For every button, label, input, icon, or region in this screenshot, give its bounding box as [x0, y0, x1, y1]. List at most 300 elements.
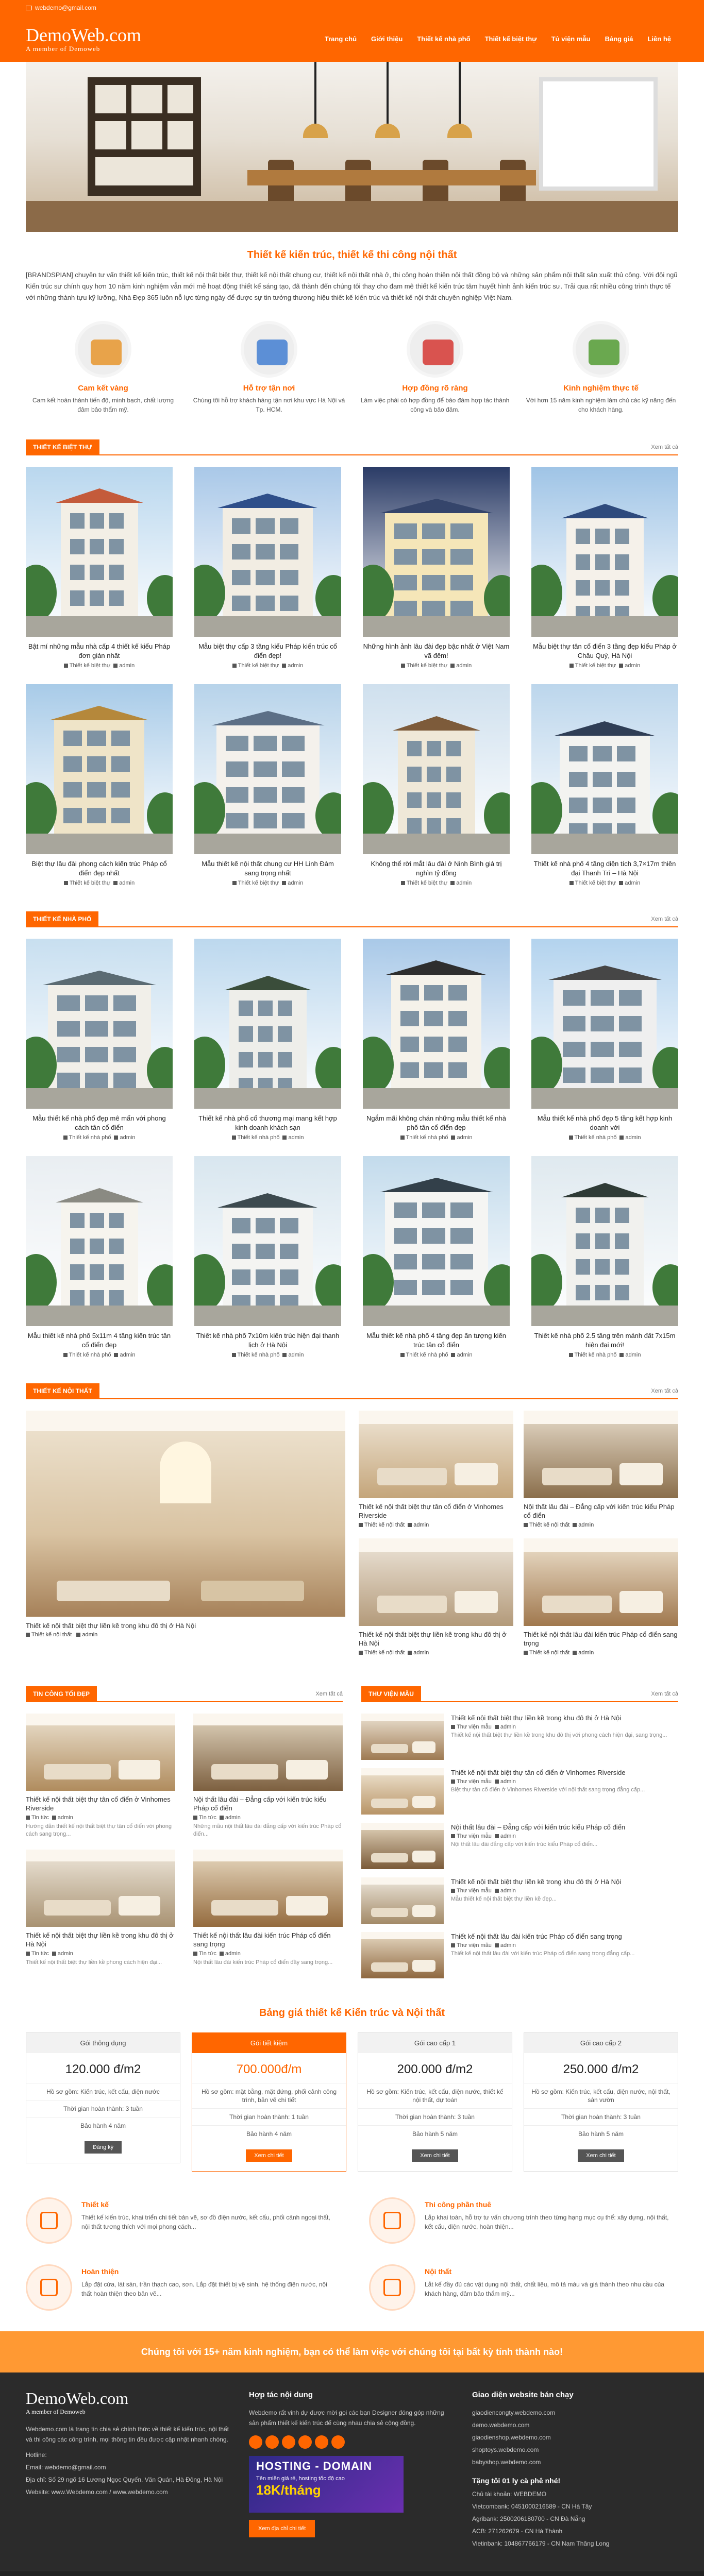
villa-image[interactable] [531, 684, 678, 854]
nav-about[interactable]: Giới thiệu [371, 35, 403, 43]
post-category[interactable]: Thiết kế biệt thự [406, 663, 448, 669]
townhouse-card[interactable] [194, 1156, 341, 1358]
user-icon [495, 1780, 499, 1784]
post-category[interactable]: Thiết kế nhà phố [406, 1134, 448, 1141]
post-category[interactable]: Thiết kế biệt thự [69, 663, 111, 669]
library-column [361, 1676, 678, 1987]
post-author[interactable]: admin [288, 663, 304, 669]
townhouse-card[interactable] [363, 939, 510, 1141]
intro-section [26, 232, 678, 309]
post-author[interactable]: admin [456, 663, 472, 669]
post-meta [194, 1134, 341, 1141]
townhouse-caption[interactable]: Mẫu thiết kế nhà phố đẹp 5 tầng kết hợp kinh doanh với [537, 1114, 673, 1131]
post-meta [524, 1522, 678, 1528]
townhouse-image[interactable] [26, 1156, 173, 1326]
townhouse-caption[interactable]: Mẫu thiết kế nhà phố 4 tầng đẹp ấn tượng kiến trúc tân cổ điển [366, 1332, 506, 1349]
post-author[interactable]: admin [57, 1951, 73, 1957]
intro-title: Thiết kế kiến trúc, thiết kế thi công nội thất [247, 249, 457, 261]
villa-caption[interactable]: Những hình ảnh lâu đài đẹp bậc nhất ở Việt Nam vã đêm! [363, 642, 510, 659]
post-category[interactable]: Thiết kế nhà phố [574, 1134, 617, 1141]
instagram-icon[interactable] [331, 2435, 345, 2449]
villa-caption[interactable]: Mẫu biệt thự tân cổ điển 3 tầng đẹp kiểu Pháp ở Châu Quý, Hà Nội [533, 642, 677, 659]
post-meta [524, 1650, 678, 1656]
library-item[interactable] [361, 1877, 678, 1924]
news-column [26, 1676, 343, 1987]
folder-icon [232, 1136, 236, 1140]
news-card[interactable] [193, 1850, 343, 1967]
post-meta [26, 1815, 175, 1821]
plan-button[interactable]: Xem chi tiết [412, 2149, 458, 2162]
view-all-villa[interactable]: Xem tất cả [651, 444, 678, 450]
section-title-townhouse[interactable]: THIẾT KẾ NHÀ PHỐ [26, 911, 98, 927]
user-icon [114, 1353, 118, 1357]
townhouse-image[interactable] [531, 1156, 678, 1326]
library-excerpt: Nội thất lâu đài đẳng cấp với kiến trúc kiểu Pháp cổ điển... [451, 1841, 598, 1848]
villa-card[interactable] [363, 467, 510, 669]
villa-card[interactable] [531, 684, 678, 886]
section-title-interior[interactable]: THIẾT KẾ NỘI THẤT [26, 1383, 99, 1399]
post-author[interactable]: admin [413, 1650, 429, 1656]
google-plus-icon[interactable] [282, 2435, 295, 2449]
post-author[interactable]: admin [625, 1352, 641, 1358]
post-author[interactable]: admin [500, 1724, 516, 1730]
plan-feature: Hồ sơ gồm: Kiến trúc, kết cấu, điện nước [26, 2083, 180, 2100]
post-author[interactable]: admin [500, 1833, 516, 1839]
user-icon [52, 1816, 56, 1820]
post-meta [26, 880, 173, 886]
townhouse-caption[interactable]: Mẫu thiết kế nhà phố 5x11m 4 tầng kiến trúc tân cổ điển đẹp [27, 1332, 171, 1349]
post-author[interactable]: admin [120, 1352, 136, 1358]
library-image[interactable] [361, 1823, 444, 1869]
villa-card[interactable] [363, 684, 510, 886]
user-icon [619, 1353, 624, 1357]
post-author[interactable]: admin [625, 880, 641, 886]
townhouse-caption[interactable]: Mẫu thiết kế nhà phố đẹp mê mẩn với phong cách tân cổ điển [32, 1114, 166, 1131]
service-item [369, 2264, 678, 2311]
post-author[interactable]: admin [457, 1134, 473, 1141]
post-meta [363, 1134, 510, 1141]
feature-card [26, 321, 180, 414]
townhouse-image[interactable] [363, 939, 510, 1109]
townhouse-image[interactable] [26, 939, 173, 1109]
townhouse-card[interactable] [531, 1156, 678, 1358]
townhouse-caption[interactable]: Thiết kế nhà phố 2.5 tầng trên mảnh đất 7x15m hiện đại mới! [534, 1332, 676, 1349]
folder-icon [232, 1353, 236, 1357]
user-icon [282, 1353, 287, 1357]
post-author[interactable]: admin [288, 1352, 304, 1358]
post-author[interactable]: admin [288, 880, 304, 886]
nav-home[interactable]: Trang chủ [324, 35, 357, 43]
section-header-townhouse [26, 912, 678, 927]
mail-icon [26, 6, 32, 10]
post-meta [193, 1951, 343, 1957]
post-category[interactable]: Thiết kế biệt thự [575, 880, 616, 886]
townhouse-image[interactable] [363, 1156, 510, 1326]
interior-featured[interactable]: Thiết kế nội thất biệt thự liền kề trong khu đô thị ở Hà Nội Thiết kế nội thất admin [26, 1411, 345, 1656]
townhouse-image[interactable] [531, 939, 678, 1109]
post-author[interactable]: admin [288, 1134, 304, 1141]
post-meta [531, 663, 678, 669]
villa-image[interactable] [194, 684, 341, 854]
view-all-townhouse[interactable]: Xem tất cả [651, 916, 678, 922]
post-meta [26, 663, 173, 669]
footer-col-about [26, 2390, 232, 2551]
view-all-interior[interactable]: Xem tất cả [651, 1388, 678, 1394]
post-author[interactable]: admin [500, 1888, 516, 1894]
villa-card[interactable] [194, 684, 341, 886]
news-card[interactable] [26, 1850, 175, 1967]
library-image[interactable] [361, 1932, 444, 1978]
main-nav [317, 31, 678, 47]
post-author[interactable]: admin [456, 880, 472, 886]
plan-name: Gói cao cấp 1 [358, 2033, 512, 2053]
post-meta [531, 880, 678, 886]
plan-button[interactable]: Xem chi tiết [246, 2149, 292, 2162]
user-icon [220, 1816, 224, 1820]
user-icon [573, 1523, 577, 1527]
townhouse-image[interactable] [194, 939, 341, 1109]
feature-title: Kinh nghiệm thực tế [563, 384, 639, 393]
pricing-plan [192, 2032, 346, 2172]
folder-icon [359, 1523, 363, 1527]
villa-image[interactable] [531, 467, 678, 637]
footer-website[interactable]: Website: www.Webdemo.com / www.webdemo.com [26, 2488, 168, 2496]
site-footer [0, 2372, 704, 2571]
post-author[interactable]: admin [57, 1815, 73, 1821]
news-grid [26, 1714, 343, 1967]
townhouse-caption[interactable]: Thiết kế nhà phố cổ thương mại mang kết hợp kinh doanh khách sạn [198, 1114, 337, 1131]
section-title-library[interactable]: THƯ VIỆN MẪU [361, 1686, 421, 1702]
pinterest-icon[interactable] [315, 2435, 328, 2449]
interior-card[interactable] [524, 1538, 678, 1656]
news-image[interactable] [193, 1850, 343, 1927]
hosting-domain-ad[interactable]: HOSTING - DOMAIN Tên miền giá rẻ, hosting tốc độ cao 18K/tháng [249, 2456, 404, 2513]
post-category[interactable]: Tin tức [199, 1951, 216, 1957]
post-meta [26, 1352, 173, 1358]
post-category[interactable]: Thiết kế biệt thự [69, 880, 111, 886]
plan-feature: Hồ sơ gồm: Kiến trúc, kết cấu, điện nước, nội thất, sân vườn [524, 2083, 678, 2108]
post-meta [194, 880, 341, 886]
footer-link[interactable]: shoptoys.webdemo.com [472, 2446, 539, 2453]
library-caption[interactable]: Thiết kế nội thất biệt thự liền kề trong khu đô thị ở Hà Nội [451, 1714, 622, 1722]
post-category[interactable]: Thiết kế nội thất [529, 1650, 570, 1656]
post-meta [363, 663, 510, 669]
interior-featured-caption[interactable]: Thiết kế nội thất biệt thự liền kề trong khu đô thị ở Hà Nội [26, 1622, 196, 1630]
post-category[interactable]: Thiết kế biệt thự [238, 663, 279, 669]
folder-icon [359, 1651, 363, 1655]
post-category[interactable]: Tin tức [199, 1815, 216, 1821]
plan-button[interactable]: Xem chi tiết [578, 2149, 624, 2162]
post-meta [363, 1352, 510, 1358]
post-category[interactable]: Tin tức [31, 1951, 49, 1957]
library-caption[interactable]: Thiết kế nội thất biệt thự liền kề trong khu đô thị ở Hà Nội [451, 1878, 622, 1886]
feature-illustration [407, 321, 463, 378]
interior-card[interactable] [524, 1411, 678, 1528]
townhouse-card[interactable] [194, 939, 341, 1141]
news-caption[interactable]: Thiết kế nội thất biệt thự tân cổ điển ở Vinhomes Riverside [26, 1795, 171, 1812]
interior-image[interactable] [359, 1538, 513, 1626]
footer-link[interactable]: giaodiencongty.webdemo.com [472, 2409, 556, 2416]
post-category[interactable]: Tin tức [31, 1815, 49, 1821]
villa-caption[interactable]: Bật mí những mẫu nhà cấp 4 thiết kế kiểu Pháp đơn giản nhất [28, 642, 171, 659]
library-image[interactable] [361, 1714, 444, 1760]
user-icon [76, 1633, 80, 1637]
library-caption[interactable]: Thiết kế nội thất biệt thự tân cổ điển ở Vinhomes Riverside [451, 1769, 626, 1776]
site-header [0, 15, 704, 62]
library-item[interactable] [361, 1768, 678, 1815]
plan-price: 250.000 đ/m2 [563, 2062, 639, 2076]
footer-email[interactable]: Email: webdemo@gmail.com [26, 2464, 106, 2471]
plan-feature: Thời gian hoàn thành: 3 tuần [524, 2108, 678, 2125]
service-icon [369, 2264, 415, 2311]
post-author[interactable]: admin [578, 1650, 594, 1656]
villa-card[interactable] [194, 467, 341, 669]
feature-illustration [573, 321, 629, 378]
post-author[interactable]: admin [119, 663, 135, 669]
service-title: Hoàn thiện [81, 2267, 119, 2276]
plan-price: 200.000 đ/m2 [397, 2062, 473, 2076]
villa-caption[interactable]: Không thể rời mắt lâu đài ở Ninh Bình giá trị nghìn tỷ đồng [371, 860, 502, 877]
user-icon [451, 1353, 455, 1357]
post-category[interactable]: Thiết kế nội thất [364, 1650, 405, 1656]
section-header-news [26, 1687, 343, 1702]
post-category[interactable]: Thiết kế nội thất [529, 1522, 570, 1528]
post-category[interactable]: Thiết kế nhà phố [237, 1352, 280, 1358]
villa-image[interactable] [26, 684, 173, 854]
townhouse-image[interactable] [194, 1156, 341, 1326]
interior-image[interactable] [524, 1538, 678, 1626]
facebook-icon[interactable] [249, 2435, 262, 2449]
user-icon [282, 664, 286, 668]
plan-button[interactable]: Đăng ký [85, 2141, 122, 2154]
bank-title: Tặng tôi 01 ly cà phê nhé! [472, 2477, 561, 2485]
news-image[interactable] [26, 1714, 175, 1791]
experience-banner [0, 2331, 704, 2372]
library-item[interactable] [361, 1714, 678, 1760]
news-caption[interactable]: Thiết kế nội thất biệt thự liền kề trong khu đô thị ở Hà Nội [26, 1931, 174, 1948]
news-excerpt: Thiết kế nội thất biệt thự liền kề phong cách hiện đại... [26, 1959, 162, 1965]
folder-icon [400, 1136, 405, 1140]
interior-image[interactable] [524, 1411, 678, 1498]
service-title: Thi công phần thuê [425, 2200, 492, 2209]
interior-featured-image[interactable] [26, 1411, 345, 1617]
feature-text: Với hơn 15 năm kinh nghiệm làm chủ các kỹ năng đến cho khách hàng. [526, 397, 676, 413]
footer-link[interactable]: giaodienshop.webdemo.com [472, 2434, 551, 2441]
footer-logo[interactable]: DemoWeb.com A member of Demoweb [26, 2389, 129, 2415]
section-header-library [361, 1687, 678, 1702]
site-logo[interactable] [26, 26, 141, 52]
footer-address: Địa chỉ: Số 29 ngõ 16 Lương Ngọc Quyến, Văn Quán, Hà Đông, Hà Nội [26, 2476, 223, 2483]
plan-name: Gói cao cấp 2 [524, 2033, 678, 2053]
folder-icon [401, 664, 405, 668]
post-category[interactable]: Thiết kế nhà phố [406, 1352, 448, 1358]
interior-card[interactable] [359, 1411, 513, 1528]
post-category[interactable]: Thư viện mẫu [457, 1888, 492, 1894]
footer-link[interactable]: demo.webdemo.com [472, 2421, 530, 2429]
library-item[interactable] [361, 1932, 678, 1978]
footer-detail-button[interactable]: Xem địa chỉ chi tiết [249, 2520, 315, 2537]
post-category[interactable]: Thiết kế nhà phố [69, 1134, 111, 1141]
news-caption[interactable]: Nội thất lâu đài – Đẳng cấp với kiến trúc kiểu Pháp cổ điển [193, 1795, 327, 1812]
feature-card [192, 321, 346, 414]
villa-image[interactable] [363, 467, 510, 637]
post-author[interactable]: admin [120, 1134, 136, 1141]
post-category[interactable]: Thư viện mẫu [457, 1724, 492, 1730]
post-meta [451, 1888, 621, 1894]
folder-icon [26, 1816, 30, 1820]
folder-icon [451, 1725, 455, 1729]
villa-card[interactable] [26, 684, 173, 886]
folder-icon [451, 1889, 455, 1893]
post-category[interactable]: Thiết kế nhà phố [237, 1134, 280, 1141]
townhouse-card[interactable] [26, 939, 173, 1141]
post-category[interactable]: Thư viện mẫu [457, 1942, 492, 1948]
post-author[interactable]: admin [457, 1352, 473, 1358]
footer-link[interactable]: babyshop.webdemo.com [472, 2459, 541, 2466]
post-author[interactable]: admin [225, 1951, 241, 1957]
post-author[interactable]: admin [119, 880, 135, 886]
news-library-section [26, 1676, 678, 1987]
post-category[interactable]: Thiết kế nội thất [364, 1522, 405, 1528]
library-list [361, 1714, 678, 1978]
villa-image[interactable] [26, 467, 173, 637]
library-item[interactable] [361, 1823, 678, 1869]
post-category[interactable]: Thiết kế biệt thự [406, 880, 448, 886]
villa-caption[interactable]: Thiết kế nhà phố 4 tầng diện tích 3,7×17m thiên đại Thanh Trì – Hà Nội [533, 860, 676, 877]
plan-name: Gói tiết kiệm [192, 2033, 346, 2053]
view-all-news[interactable]: Xem tất cả [315, 1691, 343, 1697]
plan-feature: Thời gian hoàn thành: 1 tuần [192, 2108, 346, 2125]
post-category[interactable]: Thiết kế nhà phố [69, 1352, 111, 1358]
townhouse-card[interactable] [531, 939, 678, 1141]
folder-icon [401, 881, 405, 885]
folder-icon [524, 1523, 528, 1527]
villa-caption[interactable]: Mẫu thiết kế nội thất chung cư HH Linh Đàm sang trọng nhất [202, 860, 334, 877]
villa-image[interactable] [194, 467, 341, 637]
villa-caption[interactable]: Biệt thự lâu đài phong cách kiến trúc Pháp cổ điển đẹp nhất [31, 860, 167, 877]
interior-caption[interactable]: Thiết kế nội thất lâu đài kiến trúc Pháp cổ điển sang trọng [524, 1631, 678, 1647]
townhouse-caption[interactable]: Ngắm mãi không chán những mẫu thiết kế nhà phố tân cổ điển đẹp [366, 1114, 507, 1131]
nav-villa[interactable]: Thiết kế biệt thự [484, 35, 537, 43]
post-category[interactable]: Thiết kế biệt thự [575, 663, 616, 669]
top-email[interactable]: webdemo@gmail.com [35, 4, 96, 11]
interior-caption[interactable]: Thiết kế nội thất biệt thự tân cổ điển ở Vinhomes Riverside [359, 1503, 504, 1519]
user-icon [450, 881, 455, 885]
folder-icon [400, 1353, 405, 1357]
post-meta [194, 1352, 341, 1358]
interior-card[interactable] [359, 1538, 513, 1656]
feature-card [524, 321, 678, 414]
post-author[interactable]: admin [225, 1815, 241, 1821]
library-excerpt: Thiết kế nội thất biệt thự liền kề trong khu đô thị với phong cách hiện đại, sang trọng... [451, 1732, 667, 1738]
footer-theme-links [472, 2408, 678, 2467]
library-caption[interactable]: Thiết kế nội thất lâu đài kiến trúc Pháp cổ điển sang trọng [451, 1933, 622, 1940]
section-title-news[interactable]: TIN CÔNG TỐI ĐẸP [26, 1686, 97, 1702]
hero-shelf [88, 77, 201, 196]
library-image[interactable] [361, 1877, 444, 1924]
section-title-villa[interactable]: THIẾT KẾ BIỆT THỰ [26, 439, 99, 455]
post-author[interactable]: admin [625, 1134, 641, 1141]
post-author[interactable]: admin [625, 663, 641, 669]
hero-banner-image [26, 62, 678, 232]
post-author[interactable]: admin [578, 1522, 594, 1528]
news-card[interactable] [26, 1714, 175, 1838]
user-icon [495, 1943, 499, 1947]
post-category[interactable]: Thiết kế nhà phố [574, 1352, 617, 1358]
townhouse-card[interactable] [26, 1156, 173, 1358]
post-category[interactable]: Thư viện mẫu [457, 1833, 492, 1839]
user-icon [408, 1651, 412, 1655]
post-author[interactable]: admin [500, 1778, 516, 1785]
footer-col-themes [472, 2390, 678, 2551]
nav-library[interactable]: Tủ viện mẫu [551, 35, 591, 43]
news-caption[interactable]: Thiết kế nội thất lâu đài kiến trúc Pháp cổ điển sang trọng [193, 1931, 331, 1948]
feature-title: Hợp đồng rõ ràng [402, 384, 468, 393]
villa-caption[interactable]: Mẫu biệt thự cấp 3 tầng kiểu Pháp kiến trúc cổ điển đẹp! [198, 642, 337, 659]
nav-townhouse[interactable]: Thiết kế nhà phố [417, 35, 471, 43]
townhouse-card[interactable] [363, 1156, 510, 1358]
pricing-plan [26, 2032, 180, 2163]
villa-card[interactable] [531, 467, 678, 669]
features-row [26, 309, 678, 430]
pricing-plan [358, 2032, 512, 2172]
interior-caption[interactable]: Nội thất lâu đài – Đẳng cấp với kiến trúc kiểu Pháp cổ điển [524, 1503, 675, 1519]
news-card[interactable] [193, 1714, 343, 1838]
post-author[interactable]: admin [500, 1942, 516, 1948]
feature-text: Làm việc phải có hợp đồng để bảo đảm hợp tác thành công và bảo đảm. [360, 397, 510, 413]
library-image[interactable] [361, 1768, 444, 1815]
library-caption[interactable]: Nội thất lâu đài – Đẳng cấp với kiến trúc kiểu Pháp cổ điển [451, 1823, 626, 1831]
folder-icon [451, 1943, 455, 1947]
interior-section [26, 1411, 678, 1656]
footer-about-text: Webdemo.com là trang tin chia sẻ chính thức về thiết kế kiến trúc, nội thất và thi công các công trình, mọi thông tin đều được cập nhật nhanh chóng. [26, 2426, 229, 2443]
villa-image[interactable] [363, 684, 510, 854]
user-icon [113, 664, 118, 668]
folder-icon [193, 1816, 197, 1820]
townhouse-caption[interactable]: Thiết kế nhà phố 7x10m kiến trúc hiện đại thanh lịch ở Hà Nội [196, 1332, 340, 1349]
interior-image[interactable] [359, 1411, 513, 1498]
service-icon [369, 2197, 415, 2244]
service-text: Thiết kế kiến trúc, khai triển chi tiết bản vẽ, sơ đồ điện nước, kết cấu, phối cảnh ngoại thất, nội thất tương thích với mọi phong cách... [81, 2214, 330, 2230]
user-icon [52, 1952, 56, 1956]
bank-info: Tặng tôi 01 ly cà phê nhé! Chủ tài khoản: WEBDEMO Vietcombank: 0451000216589 - CN Hà Tây Agribank: 2500206180700 - CN Đà Nẵng ACB: 271262679 - CN Hà Thành Vietinbank: 104867766179 - CN Nam Thăng Long [472, 2476, 678, 2549]
footer-col3-title: Giao diện website bán chạy [472, 2391, 574, 2399]
interior-caption[interactable]: Thiết kế nội thất biệt thự liền kề trong khu đô thị ở Hà Nội [359, 1631, 507, 1647]
post-category[interactable]: Thiết kế biệt thự [238, 880, 279, 886]
folder-icon [569, 1353, 573, 1357]
user-icon [114, 1136, 118, 1140]
youtube-icon[interactable] [298, 2435, 312, 2449]
news-image[interactable] [26, 1850, 175, 1927]
library-excerpt: Mẫu thiết kế nội thất biệt thự liền kề đẹp... [451, 1896, 557, 1902]
section-header-villa [26, 440, 678, 455]
view-all-library[interactable]: Xem tất cả [651, 1691, 678, 1697]
news-image[interactable] [193, 1714, 343, 1791]
post-author[interactable]: admin [413, 1522, 429, 1528]
feature-title: Hỗ trợ tận nơi [243, 384, 295, 393]
folder-icon [569, 1136, 573, 1140]
twitter-icon[interactable] [265, 2435, 279, 2449]
nav-contact[interactable]: Liên hệ [647, 35, 671, 43]
post-category[interactable]: Thư viện mẫu [457, 1778, 492, 1785]
footer-col2-title: Hợp tác nội dung [249, 2391, 313, 2399]
post-meta [194, 663, 341, 669]
villa-card[interactable] [26, 467, 173, 669]
pricing-plan [524, 2032, 678, 2172]
feature-text: Cam kết hoàn thành tiến độ, minh bạch, chất lượng đảm bảo thẩm mỹ. [32, 397, 174, 413]
library-excerpt: Biệt thự tân cổ điển ở Vinhomes Riverside với nội thất sang trọng đẳng cấp... [451, 1787, 645, 1793]
nav-pricing[interactable]: Bảng giá [605, 35, 633, 43]
